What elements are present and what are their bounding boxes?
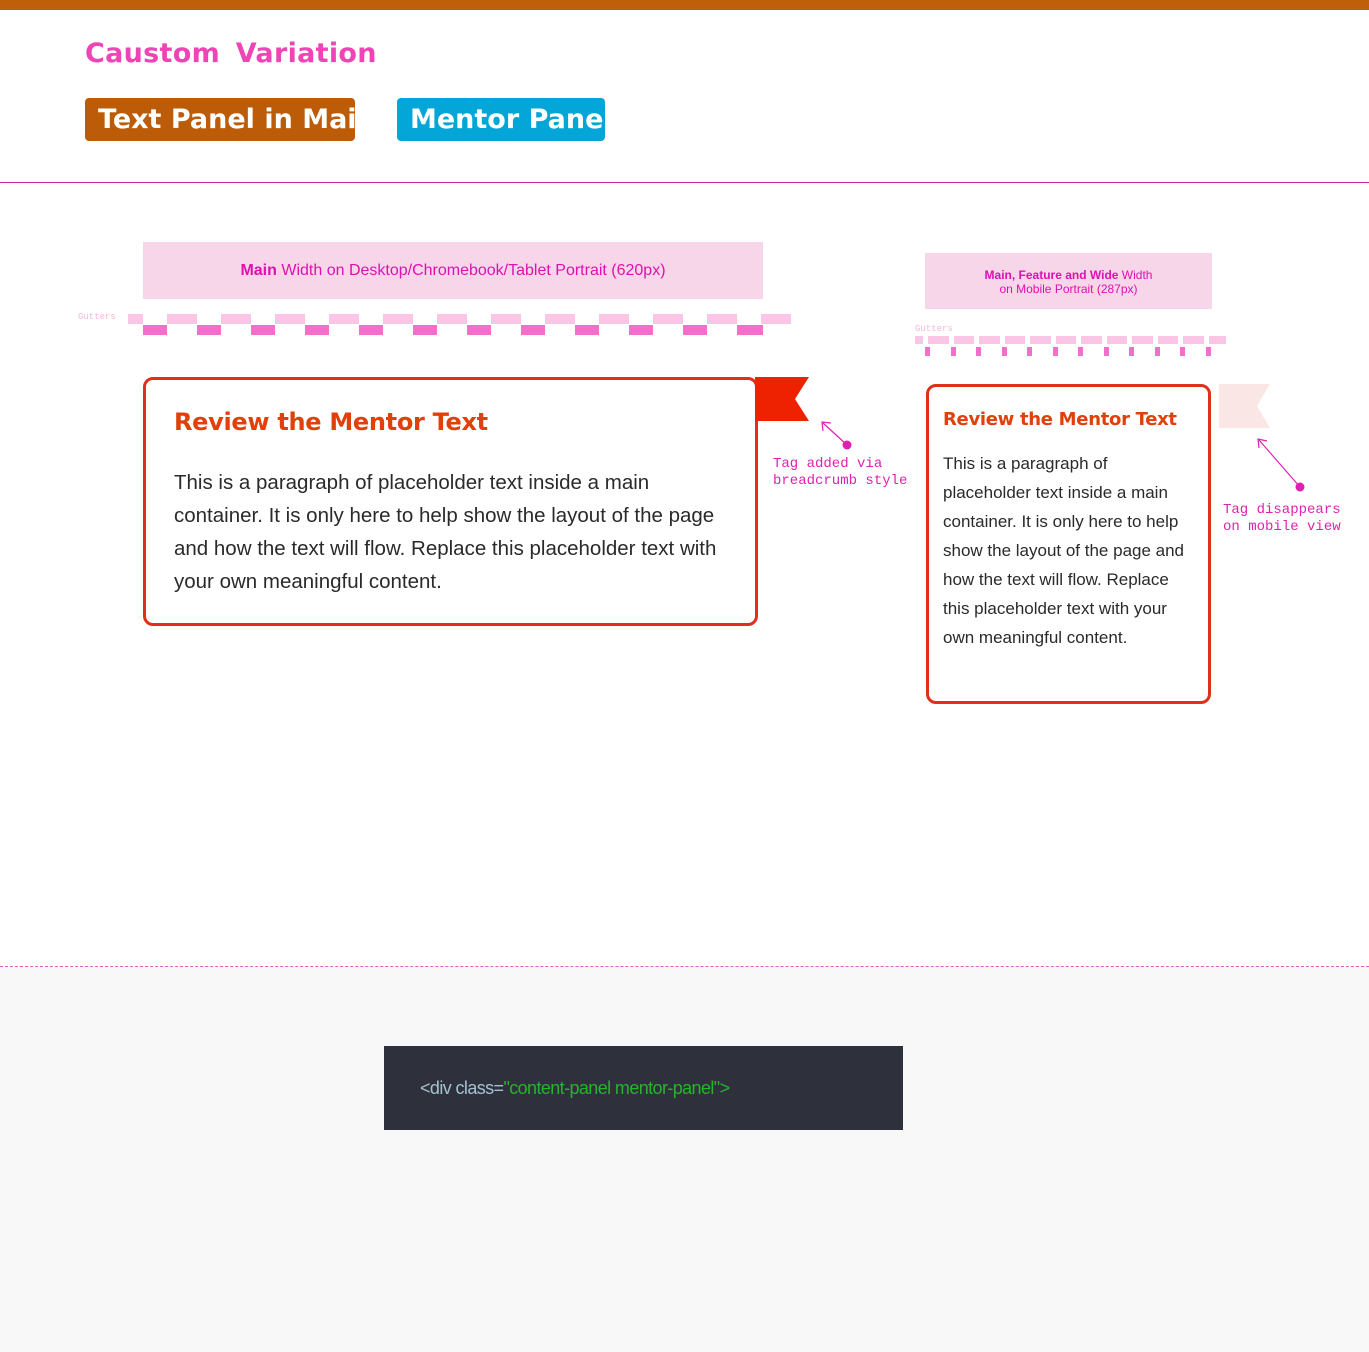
gutter-block — [722, 314, 737, 324]
desktop-tag-annotation: Tag added via breadcrumb style — [773, 456, 908, 489]
gutter-block — [413, 325, 437, 335]
top-accent-bar — [0, 0, 1369, 10]
mobile-width-label-line2: on Mobile Portrait (287px) — [999, 282, 1138, 296]
gutter-block — [182, 314, 197, 324]
desktop-width-label-strong: Main — [240, 262, 277, 279]
page-title: Caustom Variation — [85, 38, 377, 69]
mobile-width-label-strong: Main, Feature and Wide — [984, 268, 1119, 282]
gutter-block — [1129, 347, 1134, 356]
code-class-value: "content-panel mentor-panel"> — [503, 1078, 730, 1098]
gutter-block — [290, 314, 305, 324]
gutter-block — [1119, 336, 1127, 344]
gutter-block — [197, 325, 221, 335]
mobile-gutters-label: Gutters — [915, 324, 953, 334]
gutter-block — [1053, 347, 1058, 356]
gutter-block — [251, 325, 275, 335]
gutter-block — [951, 347, 956, 356]
gutter-block — [1206, 347, 1211, 356]
gutter-block — [1068, 336, 1076, 344]
gutter-block — [1094, 336, 1102, 344]
faded-tag-icon — [1219, 384, 1271, 429]
mobile-annotation-arrow — [1252, 433, 1308, 493]
gutter-block — [398, 314, 413, 324]
mentor-panel-badge: Mentor Panel — [397, 98, 605, 141]
gutter-block — [128, 314, 143, 324]
gutter-block — [1002, 347, 1007, 356]
code-tag-text: <div class= — [420, 1078, 504, 1098]
code-snippet[interactable] — [384, 1046, 903, 1130]
gutter-block — [941, 336, 949, 344]
desktop-width-band — [143, 242, 763, 299]
desktop-panel-heading: Review the Mentor Text — [174, 408, 488, 436]
breadcrumb-tag-icon — [755, 377, 811, 422]
gutter-block — [1043, 336, 1051, 344]
gutter-block — [614, 314, 629, 324]
mobile-width-band — [925, 253, 1212, 309]
desktop-mentor-panel — [143, 377, 758, 626]
gutter-block — [925, 347, 930, 356]
desktop-annotation-arrow — [815, 415, 855, 455]
gutter-block — [344, 314, 359, 324]
gutter-block — [976, 347, 981, 356]
mobile-tag-annotation: Tag disappears on mobile view — [1223, 502, 1341, 535]
gutter-block — [1170, 336, 1178, 344]
mobile-mentor-panel — [926, 384, 1211, 704]
gutter-block — [521, 325, 545, 335]
gutter-block — [1027, 347, 1032, 356]
gutter-block — [740, 325, 763, 335]
gutter-block — [683, 325, 707, 335]
gutter-block — [467, 325, 491, 335]
desktop-width-label: Width on Desktop/Chromebook/Tablet Portrait (620px) — [276, 262, 666, 279]
gutter-block — [1180, 347, 1185, 356]
mobile-width-label: Width — [1118, 268, 1153, 282]
mobile-panel-body: This is a paragraph of placeholder text inside a main container. It is only here to help show the layout of the page and how the text will flow. Replace this placeholder text with your own meaningful content. — [943, 454, 1185, 647]
gutter-block — [1104, 347, 1109, 356]
gutter-block — [575, 325, 599, 335]
gutter-block — [1145, 336, 1153, 344]
gutter-block — [966, 336, 974, 344]
gutter-block — [992, 336, 1000, 344]
gutter-block — [236, 314, 251, 324]
code-section — [0, 966, 1369, 1352]
gutter-block — [359, 325, 383, 335]
gutter-block — [1078, 347, 1083, 356]
header-divider — [0, 182, 1369, 183]
gutter-block — [1212, 336, 1219, 344]
text-panel-in-main-badge: Text Panel in Main — [85, 98, 355, 141]
gutter-block — [1155, 347, 1160, 356]
gutter-block — [1196, 336, 1204, 344]
mobile-panel-heading: Review the Mentor Text — [943, 409, 1177, 430]
gutter-block — [452, 314, 467, 324]
gutter-block — [143, 325, 167, 335]
desktop-panel-body: This is a paragraph of placeholder text inside a main container. It is only here to help show the layout of the page and how the text will flow. Replace this placeholder text with your own meaningful content. — [174, 471, 717, 593]
gutter-block — [915, 336, 923, 344]
gutter-block — [1017, 336, 1025, 344]
gutter-block — [506, 314, 521, 324]
gutter-block — [560, 314, 575, 324]
gutter-block — [305, 325, 329, 335]
gutter-block — [763, 314, 778, 324]
gutter-block — [629, 325, 653, 335]
desktop-gutters-label: Gutters — [78, 312, 116, 322]
gutter-block — [668, 314, 683, 324]
